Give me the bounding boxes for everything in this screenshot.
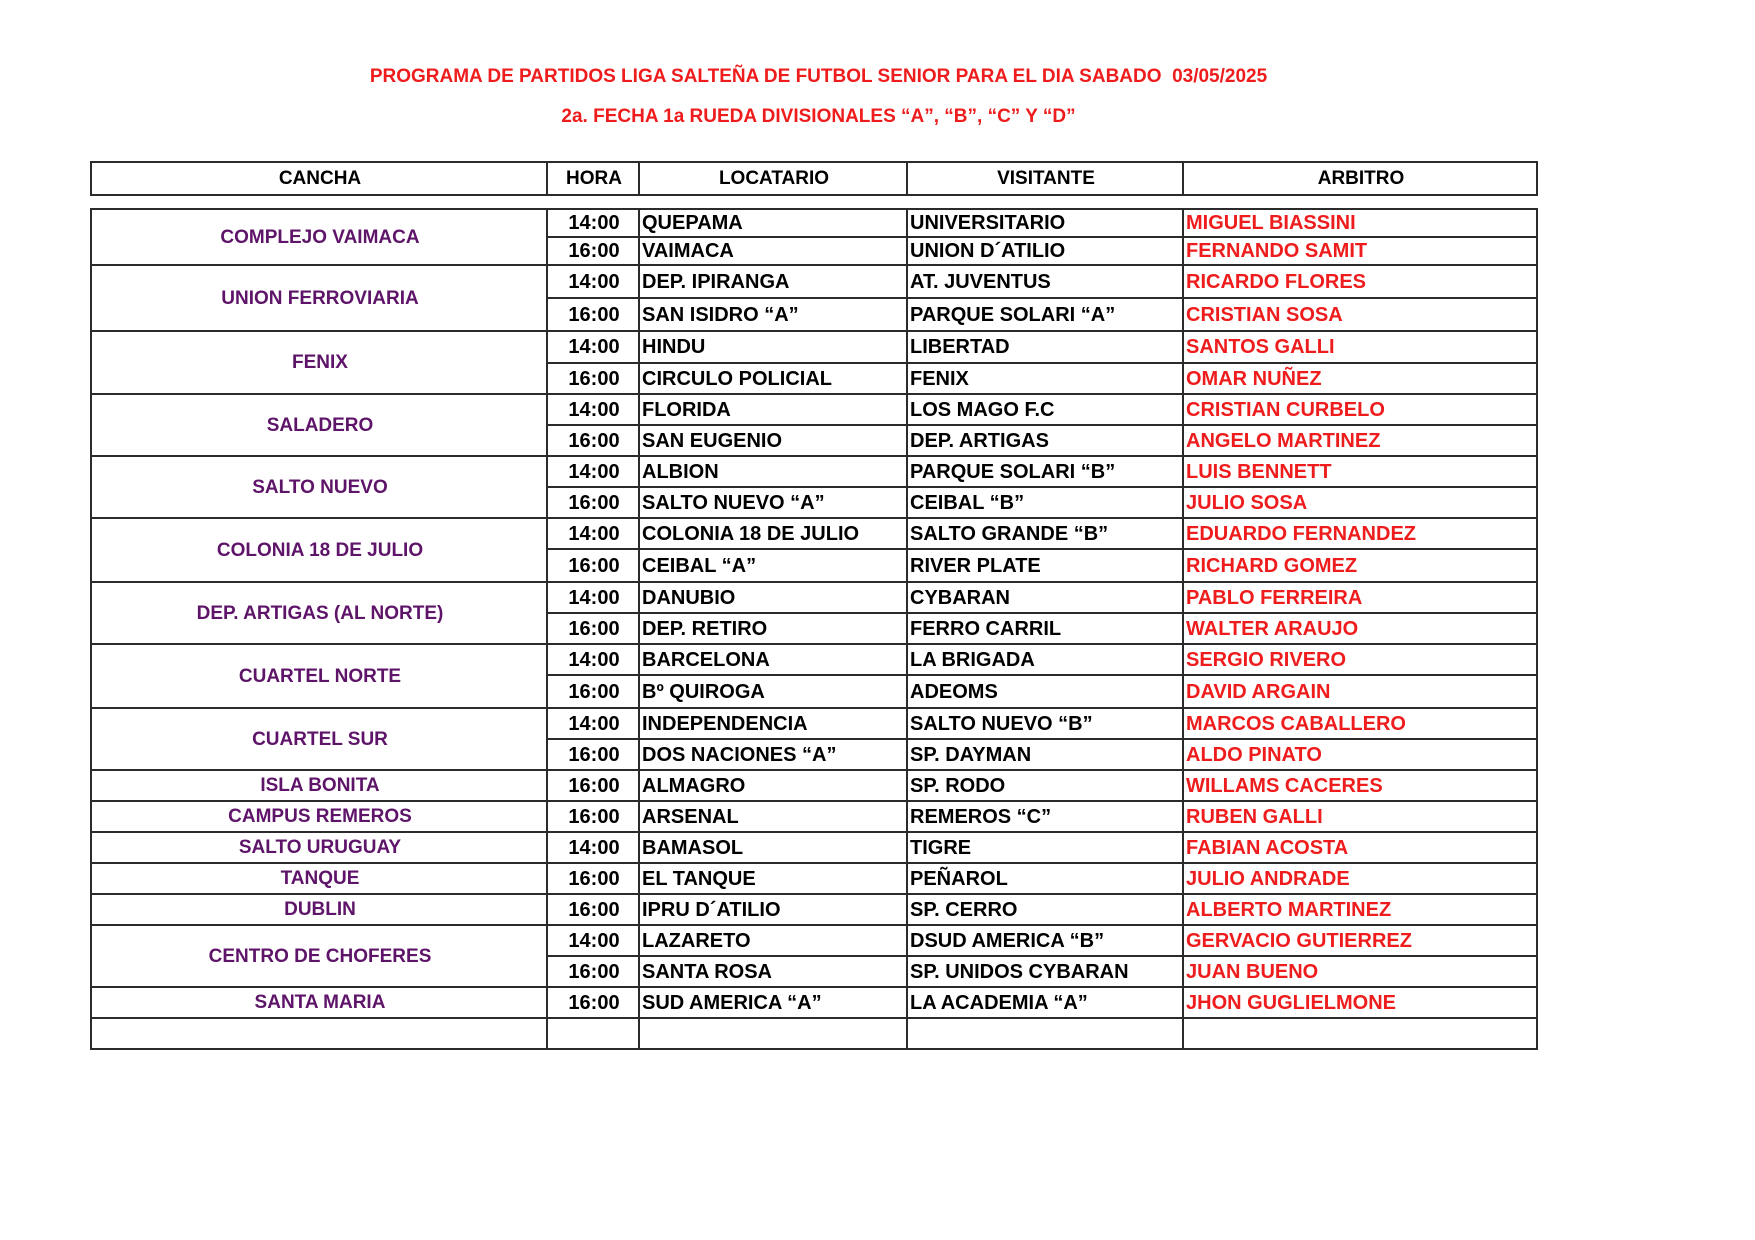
page-title: PROGRAMA DE PARTIDOS LIGA SALTEÑA DE FUTBOL SENIOR PARA EL DIA SABADO 03/05/2025: [369, 66, 1268, 87]
locatario-cell: QUEPAMA: [639, 209, 907, 237]
page-subtitle: 2a. FECHA 1a RUEDA DIVISIONALES “A”, “B”, “C” Y “D”: [561, 106, 1076, 127]
arbitro-cell: FERNANDO SAMIT: [1183, 237, 1537, 265]
locatario-cell: COLONIA 18 DE JULIO: [639, 518, 907, 549]
visitante-cell: PARQUE SOLARI “B”: [907, 456, 1183, 487]
cancha-cell: ISLA BONITA: [91, 770, 547, 801]
cancha-cell: COMPLEJO VAIMACA: [91, 209, 547, 265]
hora-cell: 14:00: [547, 644, 639, 675]
locatario-cell: CEIBAL “A”: [639, 549, 907, 582]
visitante-cell: SALTO NUEVO “B”: [907, 708, 1183, 739]
hora-cell: 16:00: [547, 801, 639, 832]
table-row: [91, 925, 1537, 956]
visitante-cell: UNIVERSITARIO: [907, 209, 1183, 237]
visitante-cell: PARQUE SOLARI “A”: [907, 298, 1183, 331]
arbitro-cell: JULIO SOSA: [1183, 487, 1537, 518]
arbitro-cell: OMAR NUÑEZ: [1183, 363, 1537, 394]
hora-cell: 16:00: [547, 363, 639, 394]
schedule-table: [90, 208, 1538, 1050]
hora-cell: 16:00: [547, 770, 639, 801]
table-row: [91, 894, 1537, 925]
locatario-cell: HINDU: [639, 331, 907, 363]
table-row: [91, 582, 1537, 613]
locatario-cell: BARCELONA: [639, 644, 907, 675]
cancha-cell: SANTA MARIA: [91, 987, 547, 1018]
locatario-cell: ALMAGRO: [639, 770, 907, 801]
locatario-cell: CIRCULO POLICIAL: [639, 363, 907, 394]
locatario-cell: BAMASOL: [639, 832, 907, 863]
header-table: [90, 161, 1538, 196]
table-row: [91, 1018, 1537, 1049]
arbitro-cell: [1183, 1018, 1537, 1049]
table-row: [91, 770, 1537, 801]
header-row: [91, 162, 1537, 195]
arbitro-cell: JHON GUGLIELMONE: [1183, 987, 1537, 1018]
hora-cell: 14:00: [547, 265, 639, 298]
visitante-cell: DSUD AMERICA “B”: [907, 925, 1183, 956]
hora-cell: 16:00: [547, 739, 639, 770]
cancha-cell: CUARTEL SUR: [91, 708, 547, 770]
table-row: [91, 708, 1537, 739]
locatario-cell: SANTA ROSA: [639, 956, 907, 987]
arbitro-cell: MIGUEL BIASSINI: [1183, 209, 1537, 237]
arbitro-cell: SERGIO RIVERO: [1183, 644, 1537, 675]
hora-cell: 16:00: [547, 675, 639, 708]
arbitro-cell: LUIS BENNETT: [1183, 456, 1537, 487]
table-row: [91, 987, 1537, 1018]
visitante-cell: DEP. ARTIGAS: [907, 425, 1183, 456]
cancha-cell: CENTRO DE CHOFERES: [91, 925, 547, 987]
locatario-cell: DOS NACIONES “A”: [639, 739, 907, 770]
cancha-cell: CAMPUS REMEROS: [91, 801, 547, 832]
hora-cell: 16:00: [547, 549, 639, 582]
arbitro-cell: CRISTIAN SOSA: [1183, 298, 1537, 331]
locatario-cell: DEP. IPIRANGA: [639, 265, 907, 298]
visitante-cell: LOS MAGO F.C: [907, 394, 1183, 425]
visitante-cell: PEÑAROL: [907, 863, 1183, 894]
arbitro-cell: JULIO ANDRADE: [1183, 863, 1537, 894]
arbitro-cell: GERVACIO GUTIERREZ: [1183, 925, 1537, 956]
table-row: [91, 644, 1537, 675]
table-row: [91, 518, 1537, 549]
locatario-cell: FLORIDA: [639, 394, 907, 425]
locatario-cell: ALBION: [639, 456, 907, 487]
arbitro-cell: ALDO PINATO: [1183, 739, 1537, 770]
visitante-cell: CYBARAN: [907, 582, 1183, 613]
hora-cell: 14:00: [547, 518, 639, 549]
arbitro-cell: DAVID ARGAIN: [1183, 675, 1537, 708]
hora-cell: 16:00: [547, 863, 639, 894]
locatario-cell: IPRU D´ATILIO: [639, 894, 907, 925]
hora-cell: 14:00: [547, 582, 639, 613]
visitante-cell: SP. DAYMAN: [907, 739, 1183, 770]
hora-cell: 14:00: [547, 456, 639, 487]
locatario-cell: SAN ISIDRO “A”: [639, 298, 907, 331]
locatario-cell: EL TANQUE: [639, 863, 907, 894]
table-row: [91, 265, 1537, 298]
hora-cell: 16:00: [547, 298, 639, 331]
hora-cell: 16:00: [547, 987, 639, 1018]
table-row: [91, 394, 1537, 425]
cancha-cell: SALTO URUGUAY: [91, 832, 547, 863]
hora-cell: 14:00: [547, 708, 639, 739]
table-row: [91, 456, 1537, 487]
header-arbitro: ARBITRO: [1183, 162, 1537, 195]
cancha-cell: UNION FERROVIARIA: [91, 265, 547, 331]
arbitro-cell: MARCOS CABALLERO: [1183, 708, 1537, 739]
hora-cell: 14:00: [547, 331, 639, 363]
arbitro-cell: JUAN BUENO: [1183, 956, 1537, 987]
visitante-cell: LIBERTAD: [907, 331, 1183, 363]
cancha-cell: SALADERO: [91, 394, 547, 456]
hora-cell: 14:00: [547, 832, 639, 863]
visitante-cell: SP. UNIDOS CYBARAN: [907, 956, 1183, 987]
hora-cell: 16:00: [547, 425, 639, 456]
visitante-cell: TIGRE: [907, 832, 1183, 863]
arbitro-cell: RICARDO FLORES: [1183, 265, 1537, 298]
cancha-cell: [91, 1018, 547, 1049]
visitante-cell: REMEROS “C”: [907, 801, 1183, 832]
cancha-cell: DUBLIN: [91, 894, 547, 925]
hora-cell: 16:00: [547, 487, 639, 518]
cancha-cell: SALTO NUEVO: [91, 456, 547, 518]
cancha-cell: TANQUE: [91, 863, 547, 894]
visitante-cell: SP. RODO: [907, 770, 1183, 801]
locatario-cell: SAN EUGENIO: [639, 425, 907, 456]
hora-cell: [547, 1018, 639, 1049]
visitante-cell: RIVER PLATE: [907, 549, 1183, 582]
arbitro-cell: SANTOS GALLI: [1183, 331, 1537, 363]
locatario-cell: DANUBIO: [639, 582, 907, 613]
arbitro-cell: EDUARDO FERNANDEZ: [1183, 518, 1537, 549]
arbitro-cell: PABLO FERREIRA: [1183, 582, 1537, 613]
locatario-cell: LAZARETO: [639, 925, 907, 956]
visitante-cell: SALTO GRANDE “B”: [907, 518, 1183, 549]
cancha-cell: CUARTEL NORTE: [91, 644, 547, 708]
arbitro-cell: WILLAMS CACERES: [1183, 770, 1537, 801]
hora-cell: 14:00: [547, 209, 639, 237]
arbitro-cell: CRISTIAN CURBELO: [1183, 394, 1537, 425]
visitante-cell: AT. JUVENTUS: [907, 265, 1183, 298]
arbitro-cell: FABIAN ACOSTA: [1183, 832, 1537, 863]
table-row: [91, 863, 1537, 894]
locatario-cell: DEP. RETIRO: [639, 613, 907, 644]
visitante-cell: ADEOMS: [907, 675, 1183, 708]
table-row: [91, 801, 1537, 832]
visitante-cell: SP. CERRO: [907, 894, 1183, 925]
header-cancha: CANCHA: [91, 162, 547, 195]
locatario-cell: [639, 1018, 907, 1049]
hora-cell: 16:00: [547, 613, 639, 644]
table-row: [91, 209, 1537, 237]
visitante-cell: CEIBAL “B”: [907, 487, 1183, 518]
arbitro-cell: ALBERTO MARTINEZ: [1183, 894, 1537, 925]
header-visitante: VISITANTE: [907, 162, 1183, 195]
visitante-cell: [907, 1018, 1183, 1049]
locatario-cell: ARSENAL: [639, 801, 907, 832]
arbitro-cell: RICHARD GOMEZ: [1183, 549, 1537, 582]
arbitro-cell: RUBEN GALLI: [1183, 801, 1537, 832]
visitante-cell: LA BRIGADA: [907, 644, 1183, 675]
locatario-cell: Bº QUIROGA: [639, 675, 907, 708]
visitante-cell: FERRO CARRIL: [907, 613, 1183, 644]
hora-cell: 16:00: [547, 894, 639, 925]
locatario-cell: SUD AMERICA “A”: [639, 987, 907, 1018]
cancha-cell: COLONIA 18 DE JULIO: [91, 518, 547, 582]
table-row: [91, 331, 1537, 363]
arbitro-cell: WALTER ARAUJO: [1183, 613, 1537, 644]
table-row: [91, 832, 1537, 863]
cancha-cell: DEP. ARTIGAS (AL NORTE): [91, 582, 547, 644]
hora-cell: 14:00: [547, 394, 639, 425]
arbitro-cell: ANGELO MARTINEZ: [1183, 425, 1537, 456]
locatario-cell: INDEPENDENCIA: [639, 708, 907, 739]
hora-cell: 16:00: [547, 956, 639, 987]
hora-cell: 14:00: [547, 925, 639, 956]
locatario-cell: VAIMACA: [639, 237, 907, 265]
hora-cell: 16:00: [547, 237, 639, 265]
header-locatario: LOCATARIO: [639, 162, 907, 195]
locatario-cell: SALTO NUEVO “A”: [639, 487, 907, 518]
visitante-cell: UNION D´ATILIO: [907, 237, 1183, 265]
visitante-cell: FENIX: [907, 363, 1183, 394]
cancha-cell: FENIX: [91, 331, 547, 394]
header-hora: HORA: [547, 162, 639, 195]
visitante-cell: LA ACADEMIA “A”: [907, 987, 1183, 1018]
